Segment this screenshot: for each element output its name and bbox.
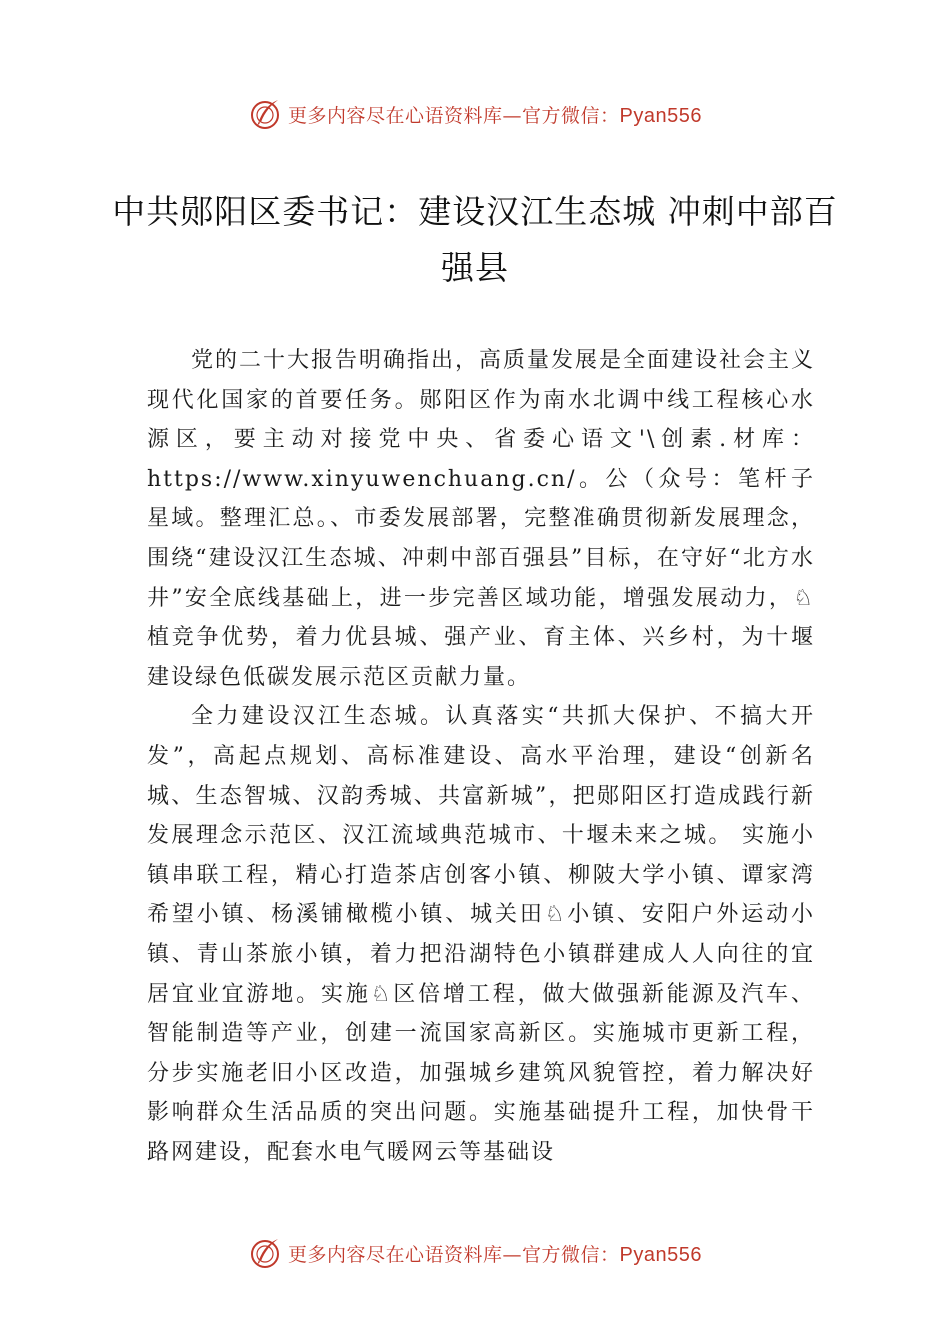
document-title: 中共郧阳区委书记：建设汉江生态城 冲刺中部百强县 [112, 192, 838, 287]
paragraph: 党的二十大报告明确指出，高质量发展是全面建设社会主义现代化国家的首要任务。郧阳区作为南水北调中线工程核心水源区，要主动对接党中央、省委心语文'\创素.材库：https://www.xinyuwenchuang.cn/。公（众号：笔杆子星域。整理汇总。、市委发展部署，完整准确贯彻新发展理念，围绕“建设汉江生态城、冲刺中部百强县”目标，在守好“北方水井”安全底线基础上，进一步完善区域功能，增强发展动力，♘植竞争优势，着力优县城、强产业、育主体、兴乡村，为十堰建设绿色低碳发展示范区贡献力量。 [147, 348, 816, 690]
quill-logo-icon [248, 1236, 282, 1270]
wechat-id: Pyan556 [619, 104, 702, 127]
paragraph: 全力建设汉江生态城。认真落实“共抓大保护、不搞大开发”，高起点规划、高标准建设、高水平治理，建设“创新名城、生态智城、汉韵秀城、共富新城”，把郧阳区打造成践行新发展理念示范区、汉江流域典范城市、十堰未来之城。 实施小镇串联工程，精心打造茶店创客小镇、柳陂大学小镇、谭家湾希望小镇、杨溪铺橄榄小镇、城关田♘小镇、安阳户外运动小镇、青山茶旅小镇，着力把沿湖特色小镇群建成人人向往的宜居宜业宜游地。实施♘区倍增工程，做大做强新能源及汽车、智能制造等产业，创建一流国家高新区。实施城市更新工程，分步实施老旧小区改造，加强城乡建筑风貌管控，着力解决好影响群众生活品质的突出问题。实施基础提升工程，加快骨干路网建设，配套水电气暖网云等基础设 [147, 704, 815, 1165]
document-body [147, 341, 815, 1172]
banner-label: 更多内容尽在心语资料库—官方微信： [288, 1243, 620, 1266]
banner-label: 更多内容尽在心语资料库—官方微信： [288, 104, 620, 127]
footer-banner [0, 1233, 950, 1273]
header-banner [0, 94, 950, 134]
quill-logo-icon [248, 97, 282, 131]
wechat-id: Pyan556 [619, 1243, 702, 1266]
banner-text [288, 1240, 702, 1267]
banner-text [288, 101, 702, 128]
